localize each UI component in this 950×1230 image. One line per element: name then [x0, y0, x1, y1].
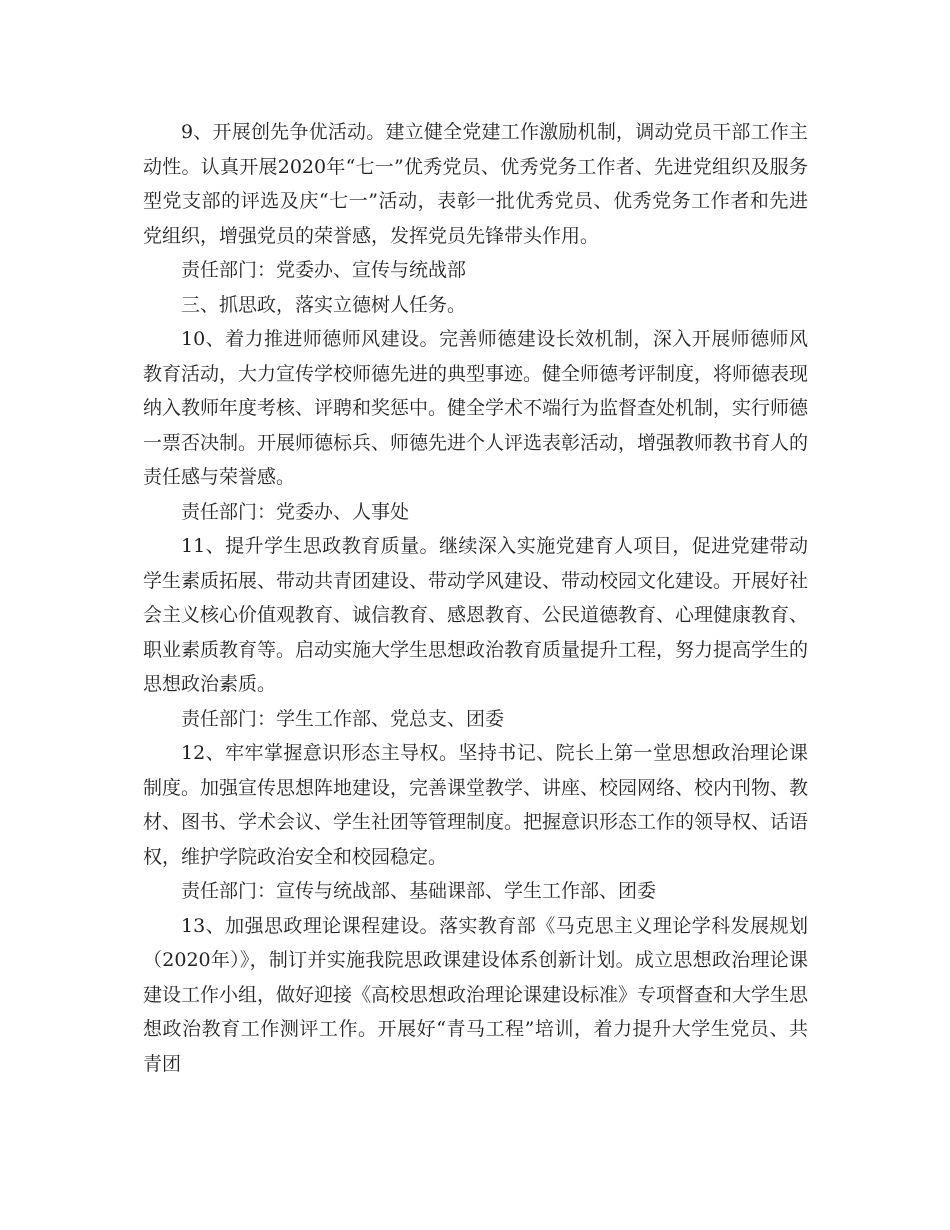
paragraph-item-13: 13、加强思政理论课程建设。落实教育部《马克思主义理论学科发展规划（2020年）》，制订并实施我院思政课建设体系创新计划。成立思想政治理论课建设工作小组，做好迎接《高校思想政治理论课建设标准》专项督查和大学生思想政治教育工作测评工作。开展好“青马工程”培训，着力提升大学生党员、共青团	[143, 914, 809, 1075]
responsible-dept-line: 责任部门：党委办、宣传与统战部	[181, 259, 467, 281]
responsible-dept-line: 责任部门：党委办、人事处	[181, 500, 410, 523]
section-heading: 三、抓思政，落实立德树人任务。	[181, 293, 467, 316]
paragraph-item-10: 10、着力推进师德师风建设。完善师德建设长效机制，深入开展师德师风教育活动，大力宣传学校师德先进的典型事迹。健全师德考评制度，将师德表现纳入教师年度考核、评聘和奖惩中。健全学术不端行为监督查处机制，实行师德一票否决制。开展师德标兵、师德先进个人评选表彰活动，增强教师教书育人的责任感与荣誉感。	[143, 328, 809, 488]
responsible-dept-line: 责任部门：学生工作部、党总支、团委	[181, 707, 505, 730]
paragraph-item-11: 11、提升学生思政教育质量。继续深入实施党建育人项目，促进党建带动学生素质拓展、带动共青团建设、带动学风建设、带动校园文化建设。开展好社会主义核心价值观教育、诚信教育、感恩教育、公民道德教育、心理健康教育、职业素质教育等。启动实施大学生思想政治教育质量提升工程，努力提高学生的思想政治素质。	[143, 535, 809, 695]
paragraph-item-12: 12、牢牢掌握意识形态主导权。坚持书记、院长上第一堂思想政治理论课制度。加强宣传思想阵地建设，完善课堂教学、讲座、校园网络、校内刊物、教材、图书、学术会议、学生社团等管理制度。把握意识形态工作的领导权、话语权，维护学院政治安全和校园稳定。	[143, 742, 809, 868]
paragraph-item-9: 9、开展创先争优活动。建立健全党建工作激励机制，调动党员干部工作主动性。认真开展2020年“七一”优秀党员、优秀党务工作者、先进党组织及服务型党支部的评选及庆“七一”活动，表彰一批优秀党员、优秀党务工作者和先进党组织，增强党员的荣誉感，发挥党员先锋带头作用。	[143, 121, 808, 247]
responsible-dept-line: 责任部门：宣传与统战部、基础课部、学生工作部、团委	[181, 880, 657, 902]
document-body	[143, 115, 808, 1081]
